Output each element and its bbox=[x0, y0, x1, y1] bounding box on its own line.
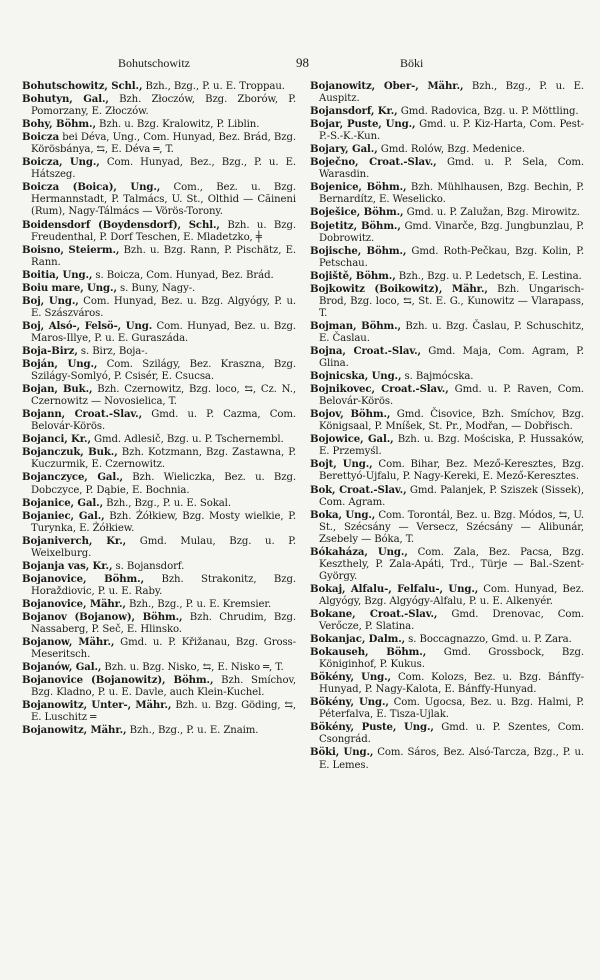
entry-details: Gmd. Drenovac, Com. Verőcze, P. Slatina. bbox=[319, 608, 584, 633]
header-left-catchword: Bohutschowitz bbox=[118, 56, 190, 70]
right-column bbox=[310, 80, 584, 772]
gazetteer-entry bbox=[310, 370, 584, 383]
entry-details: Com. Zala, Bez. Pacsa, Bzg. Keszthely, P. Zala-Apáti, Trd., Türje — Bal.-Szent-György. bbox=[319, 546, 584, 582]
gazetteer-entry bbox=[22, 244, 296, 269]
gazetteer-entry bbox=[22, 295, 296, 320]
entry-headword: Bokane, Croat.-Slav., bbox=[310, 607, 438, 620]
gazetteer-entry bbox=[22, 383, 296, 408]
entry-details: Gmd. u. P. Křižanau, Bzg. Gross-Meseritsch. bbox=[31, 637, 296, 661]
entry-headword: Bojenice, Böhm., bbox=[310, 181, 407, 194]
gazetteer-entry bbox=[22, 535, 296, 560]
gazetteer-entry bbox=[22, 320, 296, 345]
entry-details: Gmd. Mulau, Bzg. u. P. Weixelburg. bbox=[31, 535, 296, 559]
entry-details: Bzh., Bzg., P. u. E. Sokal. bbox=[103, 497, 231, 509]
entry-details: Bzh. Czernowitz, Bzg. loco, ⇆, Cz. N., Czernowitz — Novosielica, T. bbox=[31, 384, 296, 408]
entry-details: Gmd. Maja, Com. Agram, P. Glina. bbox=[319, 345, 584, 370]
gazetteer-entry bbox=[310, 458, 584, 483]
entry-headword: Bojov, Böhm., bbox=[310, 408, 391, 421]
entry-headword: Bojiště, Böhm., bbox=[310, 269, 396, 282]
gazetteer-entry bbox=[310, 646, 584, 671]
entry-headword: Boicza bbox=[22, 131, 60, 144]
entry-headword: Bojanczyce, Gal., bbox=[22, 471, 123, 484]
page-number: 98 bbox=[296, 55, 309, 70]
entry-headword: Boicza, Ung., bbox=[22, 156, 100, 169]
entry-details: Bzh., Bzg., P. u. E. Kremsier. bbox=[125, 598, 272, 610]
entry-headword: Bojnicska, Ung., bbox=[310, 370, 402, 383]
entry-details: s. Boccagnazzo, Gmd. u. P. Zara. bbox=[405, 634, 572, 646]
gazetteer-entry bbox=[310, 408, 584, 433]
entry-details: Com. Ugocsa, Bez. u. Bzg. Halmi, P. Péterfalva, E. Tisza-Ujlak. bbox=[319, 697, 584, 721]
entry-details: Bzh., Bzg. u. P. Ledetsch, E. Lestina. bbox=[395, 270, 582, 282]
entry-headword: Böki, Ung., bbox=[310, 746, 374, 759]
gazetteer-entry bbox=[310, 245, 584, 270]
entry-details: Bzh. u. Bzg. Mościska, P. Hussaków, E. Przemyśl. bbox=[319, 434, 584, 458]
entry-details: Com. Hunyad, Bez. u. Bzg. Maros-Illye, P. u. E. Guraszáda. bbox=[31, 320, 296, 344]
gazetteer-entry bbox=[310, 509, 584, 546]
gazetteer-entry bbox=[310, 696, 584, 721]
entry-headword: Bokaj, Alfalu-, Felfalu-, Ung., bbox=[310, 582, 479, 595]
gazetteer-entry bbox=[310, 383, 584, 408]
gazetteer-entry bbox=[22, 661, 296, 674]
gazetteer-entry bbox=[310, 583, 584, 608]
gazetteer-entry bbox=[22, 573, 296, 598]
entry-details: s. Buny, Nagy-. bbox=[116, 282, 196, 294]
entry-headword: Bojt, Ung., bbox=[310, 458, 373, 471]
gazetteer-entry bbox=[310, 633, 584, 646]
gazetteer-entry bbox=[22, 699, 296, 724]
entry-headword: Bojann, Croat.-Slav., bbox=[22, 408, 143, 421]
entry-headword: Bojetitz, Böhm., bbox=[310, 219, 401, 232]
gazetteer-entry bbox=[22, 358, 296, 383]
entry-details: Gmd. u. P. Szentes, Com. Csongrád. bbox=[319, 722, 584, 746]
gazetteer-entry bbox=[310, 320, 584, 345]
entry-details: Bzh. u. Bzg. Göding, ⇆, E. Luschitz ═ bbox=[31, 700, 296, 724]
entry-details: Com. Hunyad, Bez. u. Bzg. Algyógy, P. u. E. Szászváros. bbox=[31, 295, 296, 319]
entry-headword: Bojische, Böhm., bbox=[310, 244, 407, 257]
entry-headword: Bojanów, Gal., bbox=[22, 661, 102, 674]
entry-details: Gmd. u. P. Sela, Com. Warasdin. bbox=[319, 157, 584, 181]
entry-details: Bzh. u. Bzg. Kralowitz, P. Liblin. bbox=[95, 119, 260, 131]
entry-details: Bzh. Kotzmann, Bzg. Zastawna, P. Kuczurmik, E. Czernowitz. bbox=[31, 447, 296, 471]
gazetteer-entry bbox=[310, 181, 584, 206]
entry-headword: Bojman, Böhm., bbox=[310, 319, 401, 332]
entry-headword: Bojanci, Kr., bbox=[22, 433, 91, 446]
entry-headword: Bojanowitz, Mähr., bbox=[22, 724, 127, 737]
gazetteer-entry bbox=[22, 131, 296, 156]
entry-headword: Boj, Ung., bbox=[22, 294, 79, 307]
entry-details: Gmd. u. P. Zalužan, Bzg. Mirowitz. bbox=[403, 207, 580, 219]
entry-details: Bzh. Mühlhausen, Bzg. Bechin, P. Bernardítz, E. Weselicko. bbox=[319, 182, 584, 206]
entry-details: Gmd. u. P. Cazma, Com. Belovár-Körös. bbox=[31, 409, 296, 433]
entry-headword: Boj, Alsó-, Felsö-, Ung. bbox=[22, 319, 153, 332]
gazetteer-entry bbox=[310, 345, 584, 370]
entry-details: Gmd. Rolów, Bzg. Medenice. bbox=[377, 144, 525, 156]
gazetteer-entry bbox=[22, 156, 296, 181]
entry-details: Gmd. Čisovice, Bzh. Smíchov, Bzg. Königsaal, P. Mníšek, St. Pr., Modřan, — Dobřisch. bbox=[319, 409, 584, 433]
gazetteer-entry bbox=[310, 270, 584, 283]
entry-headword: Bojaniverch, Kr., bbox=[22, 534, 127, 547]
entry-details: Bzh. u. Bzg. Nisko, ⇆, E. Nisko ═, T. bbox=[101, 662, 284, 674]
entry-headword: Bojanovice (Bojanowitz), Böhm., bbox=[22, 674, 214, 687]
entry-headword: Boja-Birz, bbox=[22, 344, 78, 357]
gazetteer-entry bbox=[310, 206, 584, 219]
entry-details: bei Déva, Ung., Com. Hunyad, Bez. Brád, Bzg. Körösbánya, ⇆, E. Déva ═, T. bbox=[31, 132, 296, 156]
gazetteer-entry bbox=[22, 93, 296, 118]
entry-headword: Bökény, Ung., bbox=[310, 671, 391, 684]
entry-headword: Bojan, Buk., bbox=[22, 383, 93, 396]
gazetteer-entry bbox=[22, 282, 296, 295]
entry-details: Gmd. u. P. Kiz-Harta, Com. Pest-P.-S.-K.-Kun. bbox=[319, 119, 584, 143]
entry-headword: Bojanow, Mähr., bbox=[22, 636, 115, 649]
entry-headword: Bojnikovec, Croat.-Slav., bbox=[310, 383, 449, 396]
entry-headword: Boicza (Boica), Ung., bbox=[22, 181, 161, 194]
entry-headword: Bojanczuk, Buk., bbox=[22, 446, 118, 459]
entry-details: Bzh., Bzg., P. u. E. Auspitz. bbox=[319, 81, 585, 105]
entry-headword: Bokauseh, Böhm., bbox=[310, 646, 427, 659]
entry-details: Bzh. Strakonitz, Bzg. Horaždiovic, P. u. E. Raby. bbox=[31, 573, 296, 597]
entry-details: s. Birz, Boja-. bbox=[77, 345, 148, 357]
entry-headword: Bojar, Puste, Ung., bbox=[310, 118, 416, 131]
gazetteer-entry bbox=[22, 724, 296, 737]
entry-details: s. Boicza, Com. Hunyad, Bez. Brád. bbox=[92, 269, 274, 281]
gazetteer-entry bbox=[22, 636, 296, 661]
entry-details: Com. Hunyad, Bez., Bzg., P. u. E. Hátszeg. bbox=[31, 157, 296, 181]
gazetteer-entry bbox=[22, 471, 296, 496]
entry-details: Bzh. u. Bzg. Časlau, P. Schuschitz, E. Časlau. bbox=[319, 320, 584, 344]
gazetteer-entry bbox=[310, 671, 584, 696]
page-header bbox=[0, 52, 600, 72]
entry-headword: Boka, Ung., bbox=[310, 508, 376, 521]
entry-details: s. Bojansdorf. bbox=[112, 560, 185, 572]
entry-details: Com. Torontál, Bez. u. Bzg. Módos, ⇆, U. St., Szécsány — Versecz, Szécsány — Alibunár, Zsebely — Bóka, T. bbox=[319, 509, 584, 545]
entry-headword: Bojanowitz, Unter-, Mähr., bbox=[22, 699, 172, 712]
entry-details: Bzh., Bzg., P. u. E. Troppau. bbox=[142, 81, 285, 92]
gazetteer-entry bbox=[310, 118, 584, 143]
gazetteer-entry bbox=[310, 746, 584, 771]
entry-headword: Bökény, Ung., bbox=[310, 696, 389, 709]
entry-headword: Bojanov (Bojanow), Böhm., bbox=[22, 610, 183, 623]
entry-details: Bzh. Ungarisch-Brod, Bzg. loco, ⇆, St. E. G., Kunowitz — Vlarapass, T. bbox=[319, 283, 584, 319]
gazetteer-entry bbox=[22, 118, 296, 131]
gazetteer-entry bbox=[310, 105, 584, 118]
entry-headword: Boješice, Böhm., bbox=[310, 206, 404, 219]
entry-headword: Boiu mare, Ung., bbox=[22, 281, 117, 294]
entry-details: Com. Kolozs, Bez. u. Bzg. Bánffy-Hunyad, P. Nagy-Kalota, E. Bánffy-Hunyad. bbox=[319, 672, 584, 696]
gazetteer-entry bbox=[22, 433, 296, 446]
gazetteer-entry bbox=[22, 560, 296, 573]
gazetteer-entry bbox=[310, 433, 584, 458]
gazetteer-entry bbox=[22, 497, 296, 510]
entry-headword: Bok, Croat.-Slav., bbox=[310, 483, 407, 496]
entry-headword: Boidensdorf (Boydensdorf), Schl., bbox=[22, 218, 220, 231]
entry-details: Bzh. u. Bzg. Rann, P. Pischätz, E. Rann. bbox=[31, 244, 297, 268]
entry-details: Bzh. Żółkiew, Bzg. Mosty wielkie, P. Turynka, E. Żółkiew. bbox=[31, 510, 296, 534]
gazetteer-entry bbox=[310, 721, 584, 746]
entry-details: Gmd. Vinarče, Bzg. Jungbunzlau, P. Dobrowitz. bbox=[319, 220, 584, 244]
gazetteer-entry bbox=[22, 674, 296, 699]
entry-headword: Bojanovice, Mähr., bbox=[22, 597, 126, 610]
entry-headword: Boječno, Croat.-Slav., bbox=[310, 156, 437, 169]
entry-details: Com. Hunyad, Bez. Algyógy, Bzg. Algyógy-Alfalu, P. u. E. Alkenyér. bbox=[319, 583, 584, 607]
gazetteer-entry bbox=[22, 598, 296, 611]
entry-headword: Bökény, Puste, Ung., bbox=[310, 721, 434, 734]
entry-headword: Bojaniec, Gal., bbox=[22, 509, 105, 522]
gazetteer-entry bbox=[22, 181, 296, 218]
entry-headword: Bokanjac, Dalm., bbox=[310, 633, 406, 646]
entry-headword: Bohutschowitz, Schl., bbox=[22, 80, 143, 92]
gazetteer-entry bbox=[22, 446, 296, 471]
entry-headword: Boisno, Steierm., bbox=[22, 243, 120, 256]
gazetteer-entry bbox=[310, 156, 584, 181]
entry-details: Bzh. Smíchov, Bzg. Kladno, P. u. E. Davle, auch Klein-Kuchel. bbox=[31, 675, 296, 699]
gazetteer-entry bbox=[310, 80, 584, 105]
gazetteer-entry bbox=[310, 484, 584, 509]
entry-details: Com. Szilágy, Bez. Kraszna, Bzg. Szilágy-Somlyó, P. Csisér, E. Csucsa. bbox=[31, 359, 296, 383]
entry-details: Bzh. Złoczów, Bzg. Zborów, P. Pomorzany, E. Złoczów. bbox=[31, 94, 296, 118]
entry-headword: Bojna, Croat.-Slav., bbox=[310, 344, 421, 357]
gazetteer-entry bbox=[22, 510, 296, 535]
gazetteer-entry bbox=[310, 220, 584, 245]
gazetteer-entry bbox=[22, 408, 296, 433]
gazetteer-entry bbox=[22, 611, 296, 636]
gazetteer-entry bbox=[22, 269, 296, 282]
entry-headword: Bojowice, Gal., bbox=[310, 433, 394, 446]
gazetteer-entry bbox=[310, 608, 584, 633]
entry-headword: Bohutyn, Gal., bbox=[22, 93, 109, 106]
gazetteer-entry bbox=[310, 283, 584, 320]
gazetteer-entry bbox=[310, 546, 584, 583]
entry-headword: Bókaháza, Ung., bbox=[310, 545, 408, 558]
entry-headword: Bojanja vas, Kr., bbox=[22, 559, 113, 572]
entry-headword: Bohy, Böhm., bbox=[22, 118, 96, 131]
entry-details: Gmd. Adlesič, Bzg. u. P. Tschernembl. bbox=[90, 434, 284, 446]
entry-details: s. Bajmócska. bbox=[401, 371, 474, 383]
entry-details: Bzh. Chrudim, Bzg. Nassaberg, P. Seč, E. Hlinsko. bbox=[31, 611, 296, 636]
gazetteer-entry bbox=[22, 219, 296, 244]
entry-headword: Boján, Ung., bbox=[22, 358, 98, 371]
entry-headword: Bojansdorf, Kr., bbox=[310, 105, 398, 118]
entry-details: Bzh. u. Bzg. Freudenthal, P. Dorf Teschen, E. Mladetzko, ╪ bbox=[31, 219, 296, 243]
entry-details: Gmd. Palanjek, P. Sziszek (Sissek), Com. Agram. bbox=[319, 484, 584, 508]
entry-details: Com. Sáros, Bez. Alsó-Tarcza, Bzg., P. u. E. Lemes. bbox=[319, 747, 584, 771]
gazetteer-entry bbox=[22, 80, 296, 93]
entry-details: Gmd. Radovica, Bzg. u. P. Möttling. bbox=[397, 106, 579, 118]
entry-headword: Bojary, Gal., bbox=[310, 143, 378, 156]
header-right-catchword: Böki bbox=[400, 56, 424, 70]
entry-headword: Bojanowitz, Ober-, Mähr., bbox=[310, 80, 464, 92]
entry-details: Com., Bez. u. Bzg. Hermannstadt, P. Talmács, U. St., Olthid — Căineni (Rum), Nagy-Tálmács — Vörös-Torony. bbox=[31, 182, 296, 218]
entry-details: Gmd. u. P. Raven, Com. Belovár-Körös. bbox=[319, 384, 585, 408]
entry-details: Com. Bihar, Bez. Mező-Keresztes, Bzg. Berettyó-Ujfalu, P. Nagy-Kereki, E. Mező-Keresztes. bbox=[319, 459, 584, 483]
left-column bbox=[22, 80, 296, 737]
gazetteer-entry bbox=[22, 345, 296, 358]
gazetteer-entry bbox=[310, 143, 584, 156]
entry-details: Gmd. Roth-Pečkau, Bzg. Kolin, P. Petschau. bbox=[319, 245, 584, 269]
entry-details: Gmd. Grossbock, Bzg. Königinhof, P. Kukus. bbox=[319, 647, 585, 671]
entry-headword: Bojanovice, Böhm., bbox=[22, 572, 145, 585]
entry-headword: Bojkowitz (Boikowitz), Mähr., bbox=[310, 282, 488, 295]
entry-headword: Boitia, Ung., bbox=[22, 268, 93, 281]
entry-details: Bzh. Wieliczka, Bez. u. Bzg. Dobczyce, P. Dąbie, E. Bochnia. bbox=[31, 472, 296, 496]
entry-details: Bzh., Bzg., P. u. E. Znaim. bbox=[126, 725, 259, 737]
entry-headword: Bojanice, Gal., bbox=[22, 496, 104, 509]
